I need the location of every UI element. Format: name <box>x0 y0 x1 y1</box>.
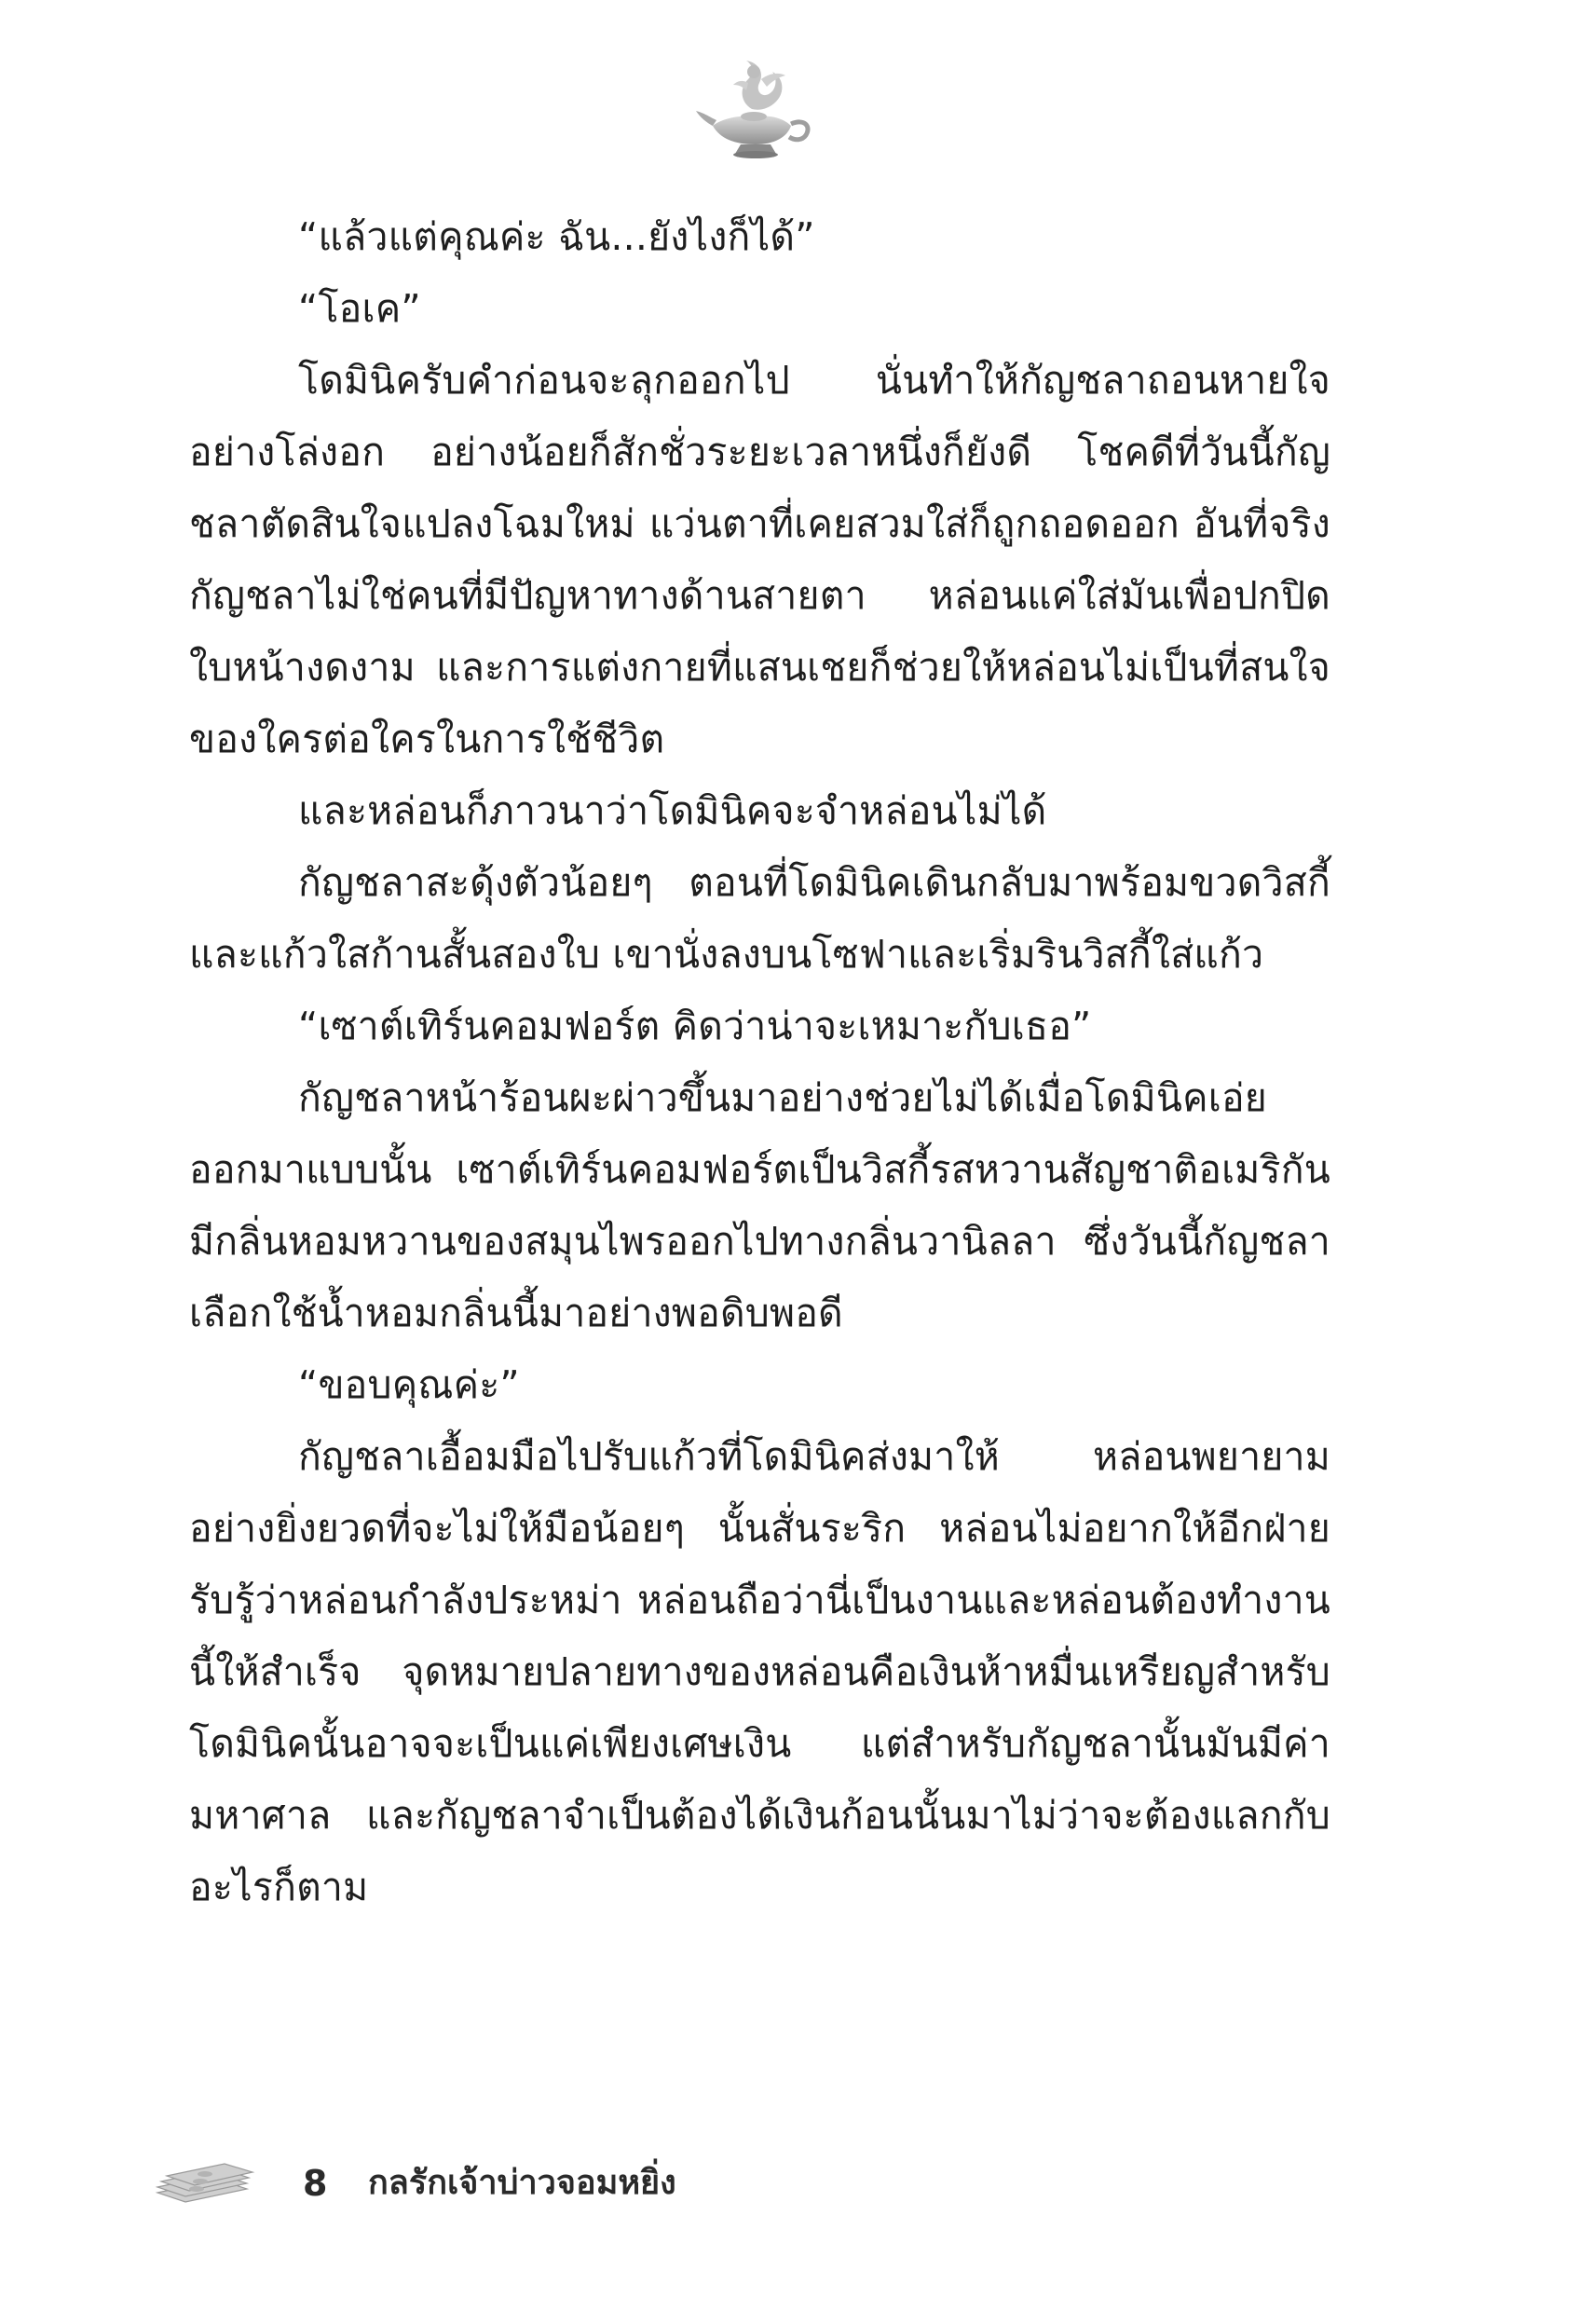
paragraph-3: โดมินิครับคำก่อนจะลุกออกไป นั่นทำให้กัญชลาถอนหายใจอย่างโล่งอก อย่างน้อยก็สักชั่วระยะเวลาหนึ่งก็ยังดี โชคดีที่วันนี้กัญชลาตัดสินใจแปลงโฉมใหม่ แว่นตาที่เคยสวมใส่ก็ถูกถอดออก อันที่จริงกัญชลาไม่ใช่คนที่มีปัญหาทางด้านสายตา หล่อนแค่ใส่มันเพื่อปกปิดใบหน้างดงาม และการแต่งกายที่แสนเชยก็ช่วยให้หล่อนไม่เป็นที่สนใจของใครต่อใครในการใช้ชีวิต <box>189 358 1330 761</box>
paragraph-6: “เซาต์เทิร์นคอมฟอร์ต คิดว่าน่าจะเหมาะกับเธอ” <box>298 1004 1092 1048</box>
page-footer <box>154 2157 992 2213</box>
paragraph-2: “โอเค” <box>298 286 421 331</box>
page-number: 8 <box>303 2163 328 2204</box>
paragraph-9: กัญชลาเอื้อมมือไปรับแก้วที่โดมินิคส่งมาให้ หล่อนพยายามอย่างยิ่งยวดที่จะไม่ให้มือน้อยๆ นั้นสั่นระริก หล่อนไม่อยากให้อีกฝ่ายรับรู้ว่าหล่อนกำลังประหม่า หล่อนถือว่านี่เป็นงานและหล่อนต้องทำงานนี้ให้สำเร็จ จุดหมายปลายทางของหล่อนคือเงินห้าหมื่นเหรียญสำหรับโดมินิคนั้นอาจจะเป็นแค่เพียงเศษเงิน แต่สำหรับกัญชลานั้นมันมีค่ามหาศาล และกัญชลาจำเป็นต้องได้เงินก้อนนั้นมาไม่ว่าจะต้องแลกกับอะไรก็ตาม <box>189 1434 1330 1909</box>
book-title: กลรักเจ้าบ่าวจอมหยิ่ง <box>368 2164 676 2202</box>
paragraph-8: “ขอบคุณค่ะ” <box>298 1362 520 1407</box>
paragraph-7: กัญชลาหน้าร้อนผะผ่าวขึ้นมาอย่างช่วยไม่ได้เมื่อโดมินิคเอ่ยออกมาแบบนั้น เซาต์เทิร์นคอมฟอร์ตเป็นวิสกี้รสหวานสัญชาติอเมริกันมีกลิ่นหอมหวานของสมุนไพรออกไปทางกลิ่นวานิลลา ซึ่งวันนี้กัญชลาเลือกใช้น้ำหอมกลิ่นนี้มาอย่างพอดิบพอดี <box>189 1075 1330 1335</box>
money-stack-icon <box>154 2161 256 2208</box>
chapter-text <box>189 201 1330 1923</box>
paragraph-1: “แล้วแต่คุณค่ะ ฉัน...ยังไงก็ได้” <box>298 214 815 259</box>
paragraph-5: กัญชลาสะดุ้งตัวน้อยๆ ตอนที่โดมินิคเดินกลับมาพร้อมขวดวิสกี้และแก้วใสก้านสั้นสองใบ เขานั่งลงบนโซฟาและเริ่มรินวิสกี้ใส่แก้ว <box>189 860 1330 977</box>
paragraph-4: และหล่อนก็ภาวนาว่าโดมินิคจะจำหล่อนไม่ได้ <box>298 788 1047 833</box>
genie-lamp-icon <box>694 51 815 163</box>
